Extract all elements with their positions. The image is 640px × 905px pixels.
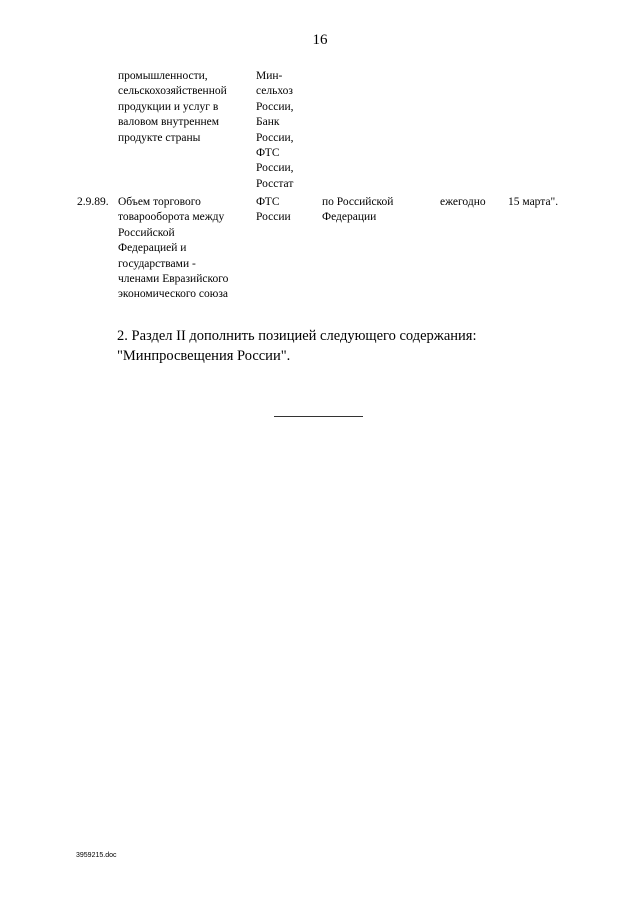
- document-filename: 3959215.doc: [76, 852, 117, 859]
- closing-rule: [274, 416, 363, 417]
- page-number: 16: [312, 32, 328, 48]
- row-number-cell: 2.9.89.: [77, 196, 109, 208]
- frequency-cell: ежегодно: [440, 196, 486, 208]
- deadline-cell: 15 марта".: [508, 196, 559, 208]
- breakdown-cell: по Российской Федерации: [322, 196, 394, 224]
- responsible-cell: ФТС России: [256, 196, 291, 224]
- paragraph-line: "Минпросвещения России".: [117, 348, 291, 364]
- responsible-cell: Мин- сельхоз России, Банк России, ФТС России, Росстат: [256, 70, 294, 190]
- paragraph-line: 2. Раздел II дополнить позицией следующего содержания:: [117, 328, 477, 344]
- indicator-cell: промышленности, сельскохозяйственной продукции и услуг в валовом внутреннем продукте страны: [118, 70, 227, 144]
- indicator-cell: Объем торгового товарооборота между Российской Федерацией и государствами - членами Евразийского экономического союза: [118, 196, 229, 301]
